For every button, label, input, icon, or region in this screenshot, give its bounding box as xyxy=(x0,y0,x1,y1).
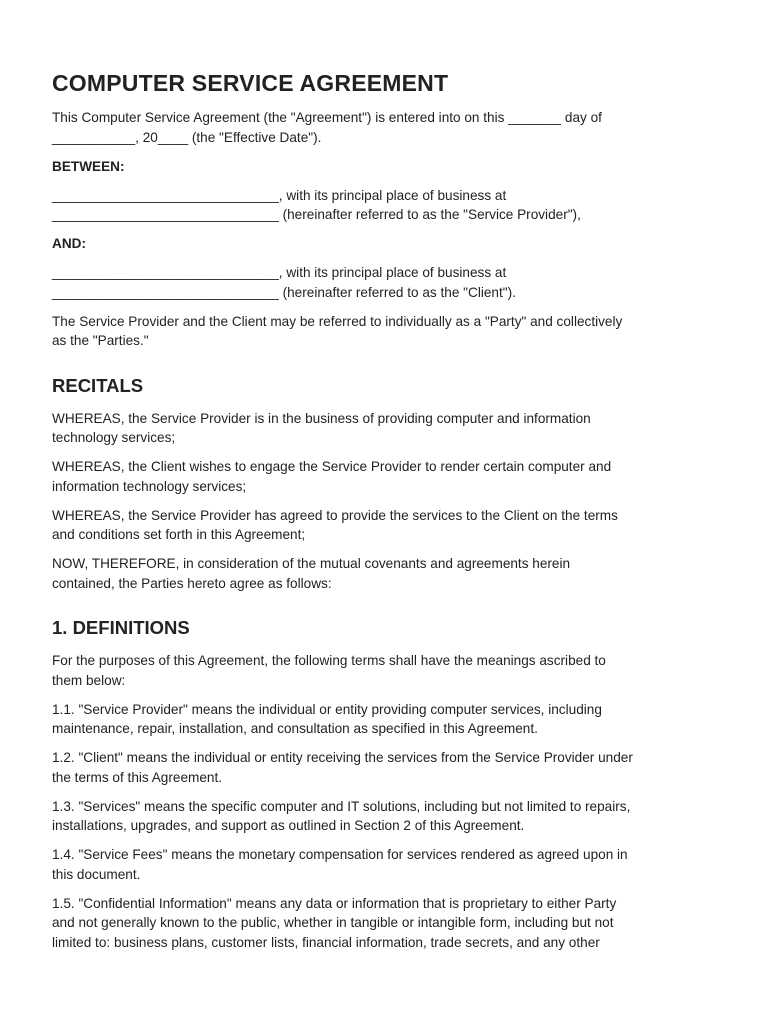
recital-line: WHEREAS, the Service Provider is in the business of providing computer and information xyxy=(52,410,591,426)
intro-line: ___________, 20____ (the "Effective Date"). xyxy=(52,129,322,145)
definition-line: maintenance, repair, installation, and consultation as specified in this Agreement. xyxy=(52,721,538,736)
provider-line: ______________________________, with its principal place of business at xyxy=(52,187,507,203)
recital-item xyxy=(52,409,718,448)
definition-line: the terms of this Agreement. xyxy=(52,769,223,785)
definition-line: 1.2. "Client" means the individual or entity receiving the services from the Service Provider under xyxy=(52,750,633,765)
service-provider-block xyxy=(52,186,718,225)
client-line: ______________________________, with its principal place of business at xyxy=(52,265,507,280)
definition-item xyxy=(52,748,718,787)
client-block xyxy=(52,263,718,302)
definition-line: 1.4. "Service Fees" means the monetary compensation for services rendered as agreed upon in xyxy=(52,847,628,862)
definition-item xyxy=(52,894,718,953)
definition-line: 1.3. "Services" means the specific computer and IT solutions, including but not limited to repairs, xyxy=(52,798,631,814)
recital-line: technology services; xyxy=(52,430,176,445)
between-label: BETWEEN: xyxy=(52,158,125,174)
document-title: COMPUTER SERVICE AGREEMENT xyxy=(52,70,449,96)
recital-line: WHEREAS, the Client wishes to engage the Service Provider to render certain computer and xyxy=(52,459,612,474)
intro-paragraph xyxy=(52,108,718,147)
recital-line: information technology services; xyxy=(52,478,247,494)
definition-line: this document. xyxy=(52,866,141,882)
recital-line: and conditions set forth in this Agreement; xyxy=(52,527,306,542)
recital-line: WHEREAS, the Service Provider has agreed to provide the services to the Client on the terms xyxy=(52,507,618,523)
definition-line: 1.1. "Service Provider" means the individual or entity providing computer services, including xyxy=(52,701,602,717)
definition-line: installations, upgrades, and support as outlined in Section 2 of this Agreement. xyxy=(52,818,525,833)
recital-item xyxy=(52,554,718,593)
definitions-intro-line: them below: xyxy=(52,672,126,688)
definitions-intro-line: For the purposes of this Agreement, the following terms shall have the meanings ascribed to xyxy=(52,653,606,668)
definition-line: 1.5. "Confidential Information" means any data or information that is proprietary to either Party xyxy=(52,895,617,911)
definition-line: limited to: business plans, customer lists, financial information, trade secrets, and any other xyxy=(52,934,600,950)
recital-line: NOW, THEREFORE, in consideration of the mutual covenants and agreements herein xyxy=(52,556,571,571)
provider-line: ______________________________ (hereinafter referred to as the "Service Provider"), xyxy=(52,207,581,222)
recital-item xyxy=(52,457,718,496)
definition-item xyxy=(52,700,718,739)
and-label: AND: xyxy=(52,236,86,251)
parties-line: The Service Provider and the Client may be referred to individually as a "Party" and collectively xyxy=(52,313,623,329)
recital-item xyxy=(52,506,718,545)
definition-line: and not generally known to the public, whether in tangible or intangible form, including but not xyxy=(52,915,614,930)
definition-item xyxy=(52,845,718,884)
definitions-heading: 1. DEFINITIONS xyxy=(52,617,190,638)
client-line: ______________________________ (hereinafter referred to as the "Client"). xyxy=(52,284,516,300)
recitals-heading: RECITALS xyxy=(52,374,144,396)
parties-note xyxy=(52,312,718,351)
definitions-intro xyxy=(52,651,718,690)
recital-line: contained, the Parties hereto agree as follows: xyxy=(52,575,332,591)
parties-line: as the "Parties." xyxy=(52,333,149,348)
intro-line: This Computer Service Agreement (the "Agreement") is entered into on this _______ day of xyxy=(52,110,602,125)
definition-item xyxy=(52,797,718,836)
